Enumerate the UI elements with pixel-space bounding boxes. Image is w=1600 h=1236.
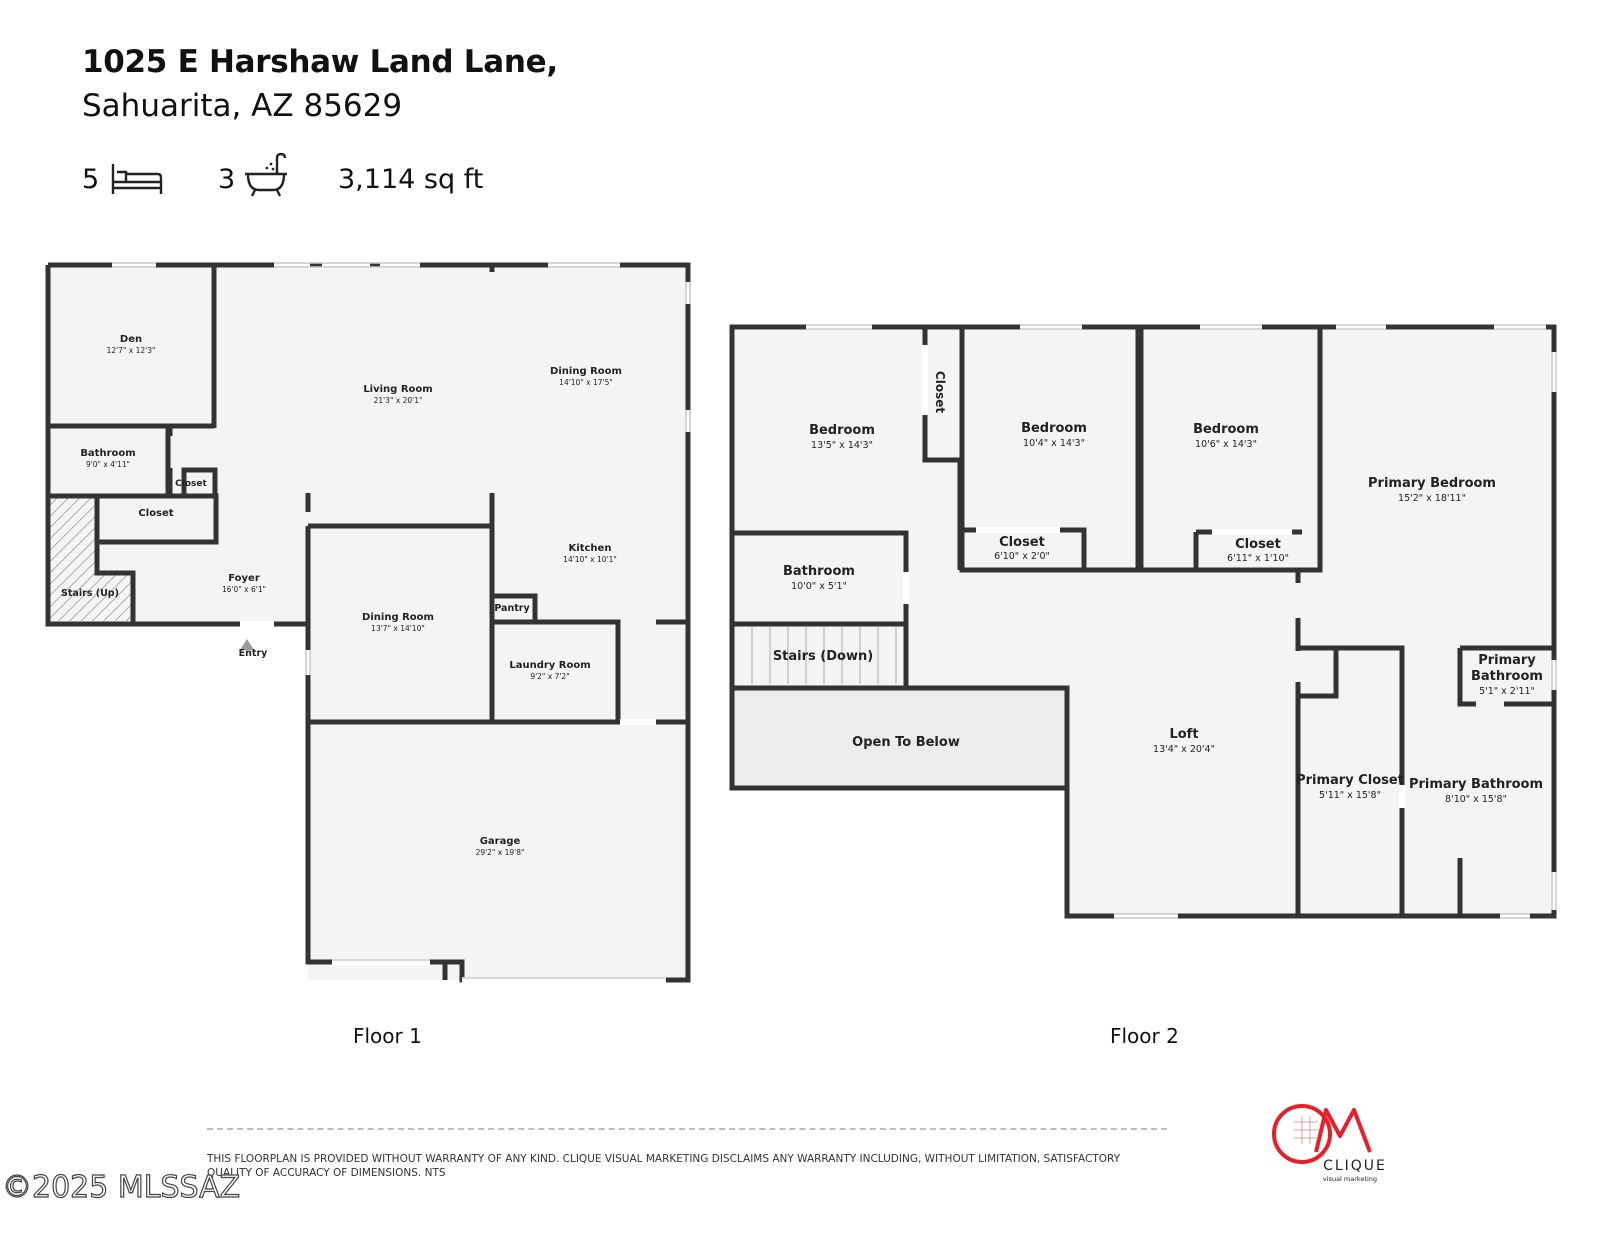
room-stairs-up: Stairs (Up) (61, 588, 119, 599)
bath-count: 3 (218, 164, 236, 195)
room-bathroom-2: Bathroom (783, 564, 855, 579)
room-bathroom-dims: 9'0" x 4'11" (85, 460, 131, 469)
room-foyer: Foyer (228, 573, 260, 584)
room-primary-bedroom-dims: 15'2" x 18'11" (1398, 493, 1466, 504)
room-laundry: Laundry Room (509, 660, 591, 671)
room-primary-bedroom: Primary Bedroom (1368, 476, 1496, 491)
room-bedroom-2-dims: 10'4" x 14'3" (1023, 438, 1085, 449)
room-closet-3: Closet (1235, 537, 1281, 552)
room-primary-bathroom: Primary Bathroom (1408, 777, 1544, 792)
room-pantry: Pantry (494, 603, 530, 614)
room-stairs-down: Stairs (Down) (772, 649, 874, 664)
room-bedroom-1-dims: 13'5" x 14'3" (811, 440, 873, 451)
room-closet-small: Closet (175, 479, 207, 489)
room-living-dims: 21'3" x 20'1" (373, 396, 423, 405)
logo-grid (1294, 1116, 1318, 1144)
room-primary-bath-small-line2: Bathroom (1471, 669, 1543, 684)
room-primary-closet-dims: 5'11" x 15'8" (1319, 790, 1381, 801)
room-bathroom: Bathroom (80, 448, 136, 459)
room-closet: Closet (138, 508, 174, 519)
room-primary-bath-small-line1: Primary (1478, 653, 1536, 668)
logo-wordmark: CLIQUE (1323, 1158, 1387, 1174)
floor-2-label: Floor 2 (1110, 1024, 1179, 1048)
floor-2-plan (732, 325, 1556, 918)
room-kitchen-dims: 14'10" x 10'1" (563, 555, 617, 564)
logo-tagline: visual marketing (1322, 1175, 1378, 1183)
room-kitchen: Kitchen (568, 543, 612, 554)
room-bedroom-1: Bedroom (809, 423, 875, 438)
logo-m-mark (1316, 1110, 1370, 1152)
clique-logo (1274, 1106, 1387, 1183)
room-loft-dims: 13'4" x 20'4" (1153, 744, 1215, 755)
room-den-dims: 12'7" x 12'3" (106, 346, 156, 355)
address-line-1: 1025 E Harshaw Land Lane, (82, 44, 558, 80)
room-bathroom-2-dims: 10'0" x 5'1" (791, 581, 847, 592)
room-garage-dims: 29'2" x 19'8" (475, 848, 525, 857)
footer-divider (207, 1128, 1167, 1130)
room-primary-bathroom-dims: 8'10" x 15'8" (1445, 794, 1507, 805)
floor-1-plan (48, 263, 690, 980)
room-open-to-below: Open To Below (852, 735, 960, 750)
room-closet-2: Closet (999, 535, 1045, 550)
room-laundry-dims: 9'2" x 7'2" (530, 672, 570, 681)
room-dining-bottom-dims: 13'7" x 14'10" (371, 624, 425, 633)
room-dining-top: Dining Room (550, 366, 622, 377)
room-closet-vertical: Closet (933, 370, 947, 414)
bed-count: 5 (82, 164, 100, 195)
floor-1-label: Floor 1 (353, 1024, 422, 1048)
mls-watermark: ©2025 MLSSAZ (2, 1170, 241, 1205)
room-bedroom-3: Bedroom (1193, 422, 1259, 437)
room-dining-top-dims: 14'10" x 17'5" (559, 378, 613, 387)
room-dining-bottom: Dining Room (362, 612, 434, 623)
address-line-2: Sahuarita, AZ 85629 (82, 88, 403, 124)
room-primary-bath-small-dims: 5'1" x 2'11" (1479, 686, 1535, 697)
square-footage: 3,114 sq ft (338, 164, 484, 195)
disclaimer-text: THIS FLOORPLAN IS PROVIDED WITHOUT WARRANTY OF ANY KIND. CLIQUE VISUAL MARKETING DISCLAIMS ANY WARRANTY INCLUDING, WITHOUT LIMITATION, SATISFACTORY QUALITY OF ACCURACY OF DIMENSIONS. NTS (207, 1153, 1121, 1179)
room-foyer-dims: 16'0" x 6'1" (221, 585, 267, 594)
room-loft: Loft (1169, 727, 1199, 742)
entry-label: Entry (238, 648, 268, 659)
room-bedroom-2: Bedroom (1021, 421, 1087, 436)
room-bedroom-3-dims: 10'6" x 14'3" (1195, 439, 1257, 450)
room-den: Den (119, 334, 143, 345)
room-living: Living Room (363, 384, 433, 395)
room-closet-3-dims: 6'11" x 1'10" (1227, 553, 1289, 564)
room-closet-2-dims: 6'10" x 2'0" (994, 551, 1050, 562)
room-garage: Garage (479, 836, 521, 847)
room-primary-closet: Primary Closet (1296, 773, 1404, 788)
